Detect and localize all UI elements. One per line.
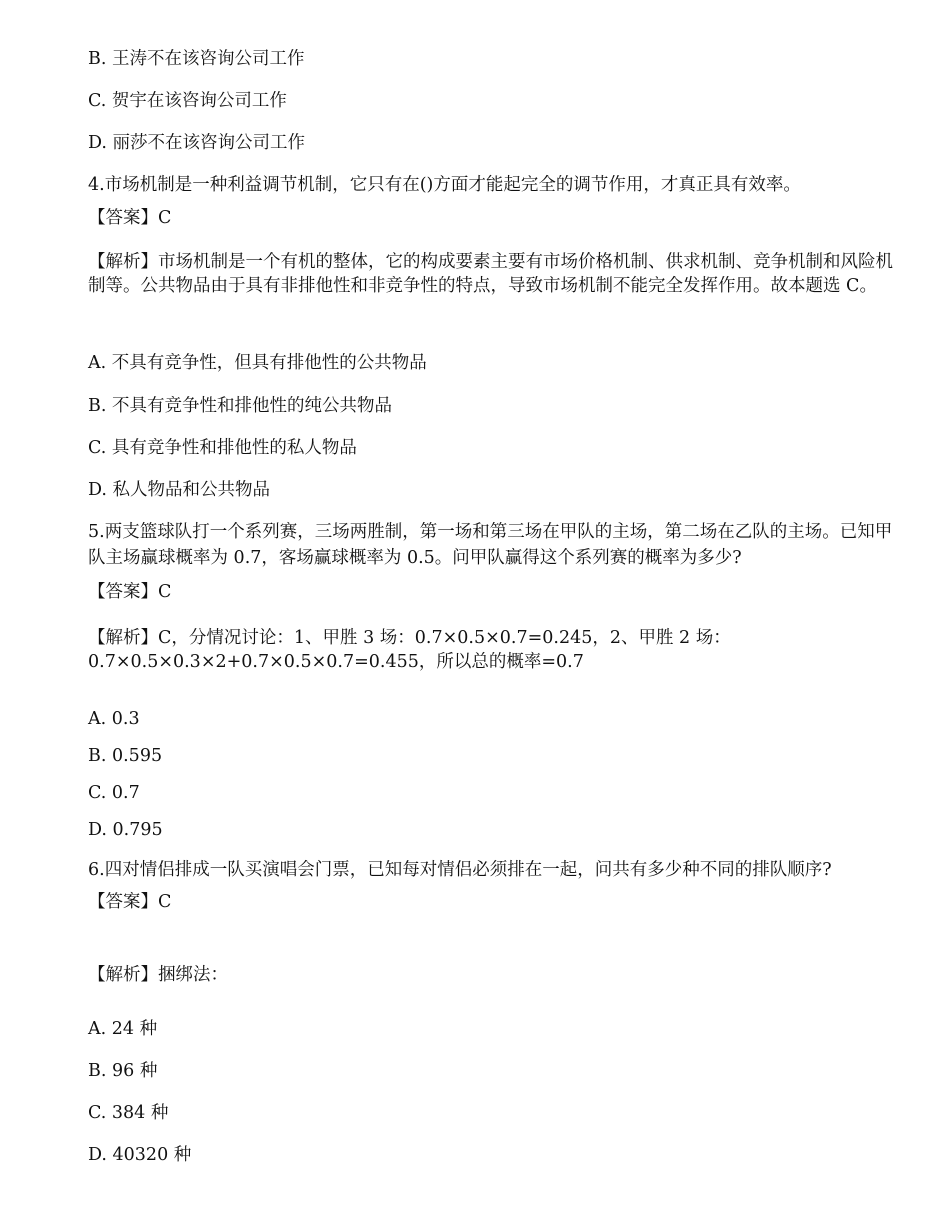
q4-analysis: 【解析】市场机制是一个有机的整体，它的构成要素主要有市场价格机制、供求机制、竞争机制和风险机制等。公共物品由于具有非排他性和非竞争性的特点，导致市场机制不能完全发挥作用。故本题选 C。: [88, 252, 893, 296]
q6-option-b: B. 96 种: [88, 1061, 158, 1081]
q5-answer: 【答案】C: [88, 582, 172, 602]
q6-question: 6.四对情侣排成一队买演唱会门票，已知每对情侣必须排在一起，问共有多少种不同的排队顺序?: [88, 860, 832, 880]
q3-option-d: D. 丽莎不在该咨询公司工作: [88, 133, 306, 153]
q5-analysis: 【解析】C，分情况讨论：1、甲胜 3 场：0.7×0.5×0.7=0.245，2、甲胜 2 场：0.7×0.5×0.3×2+0.7×0.5×0.7=0.455，所以总的概率=0.7: [88, 628, 731, 672]
q5-option-c: C. 0.7: [88, 783, 140, 803]
q4-option-c: C. 具有竞争性和排他性的私人物品: [88, 438, 357, 458]
q4-option-a: A. 不具有竞争性，但具有排他性的公共物品: [88, 353, 427, 373]
q5-option-a: A. 0.3: [88, 709, 140, 729]
q4-option-b: B. 不具有竞争性和排他性的纯公共物品: [88, 396, 392, 416]
q6-option-d: D. 40320 种: [88, 1145, 192, 1165]
q3-option-b: B. 王涛不在该咨询公司工作: [88, 49, 305, 69]
q5-question: 5.两支篮球队打一个系列赛，三场两胜制，第一场和第三场在甲队的主场，第二场在乙队的主场。已知甲队主场赢球概率为 0.7，客场赢球概率为 0.5。问甲队赢得这个系列赛的概率为多少?: [88, 522, 893, 568]
q6-option-c: C. 384 种: [88, 1103, 169, 1123]
q6-answer: 【答案】C: [88, 892, 172, 912]
q6-analysis: 【解析】捆绑法：: [88, 965, 228, 985]
q4-option-d: D. 私人物品和公共物品: [88, 480, 271, 500]
q4-answer: 【答案】C: [88, 208, 172, 228]
q6-option-a: A. 24 种: [88, 1019, 158, 1039]
q4-question: 4.市场机制是一种利益调节机制，它只有在()方面才能起完全的调节作用，才真正具有效率。: [88, 175, 801, 195]
q5-option-b: B. 0.595: [88, 746, 163, 766]
q3-option-c: C. 贺宇在该咨询公司工作: [88, 91, 287, 111]
q5-option-d: D. 0.795: [88, 820, 163, 840]
